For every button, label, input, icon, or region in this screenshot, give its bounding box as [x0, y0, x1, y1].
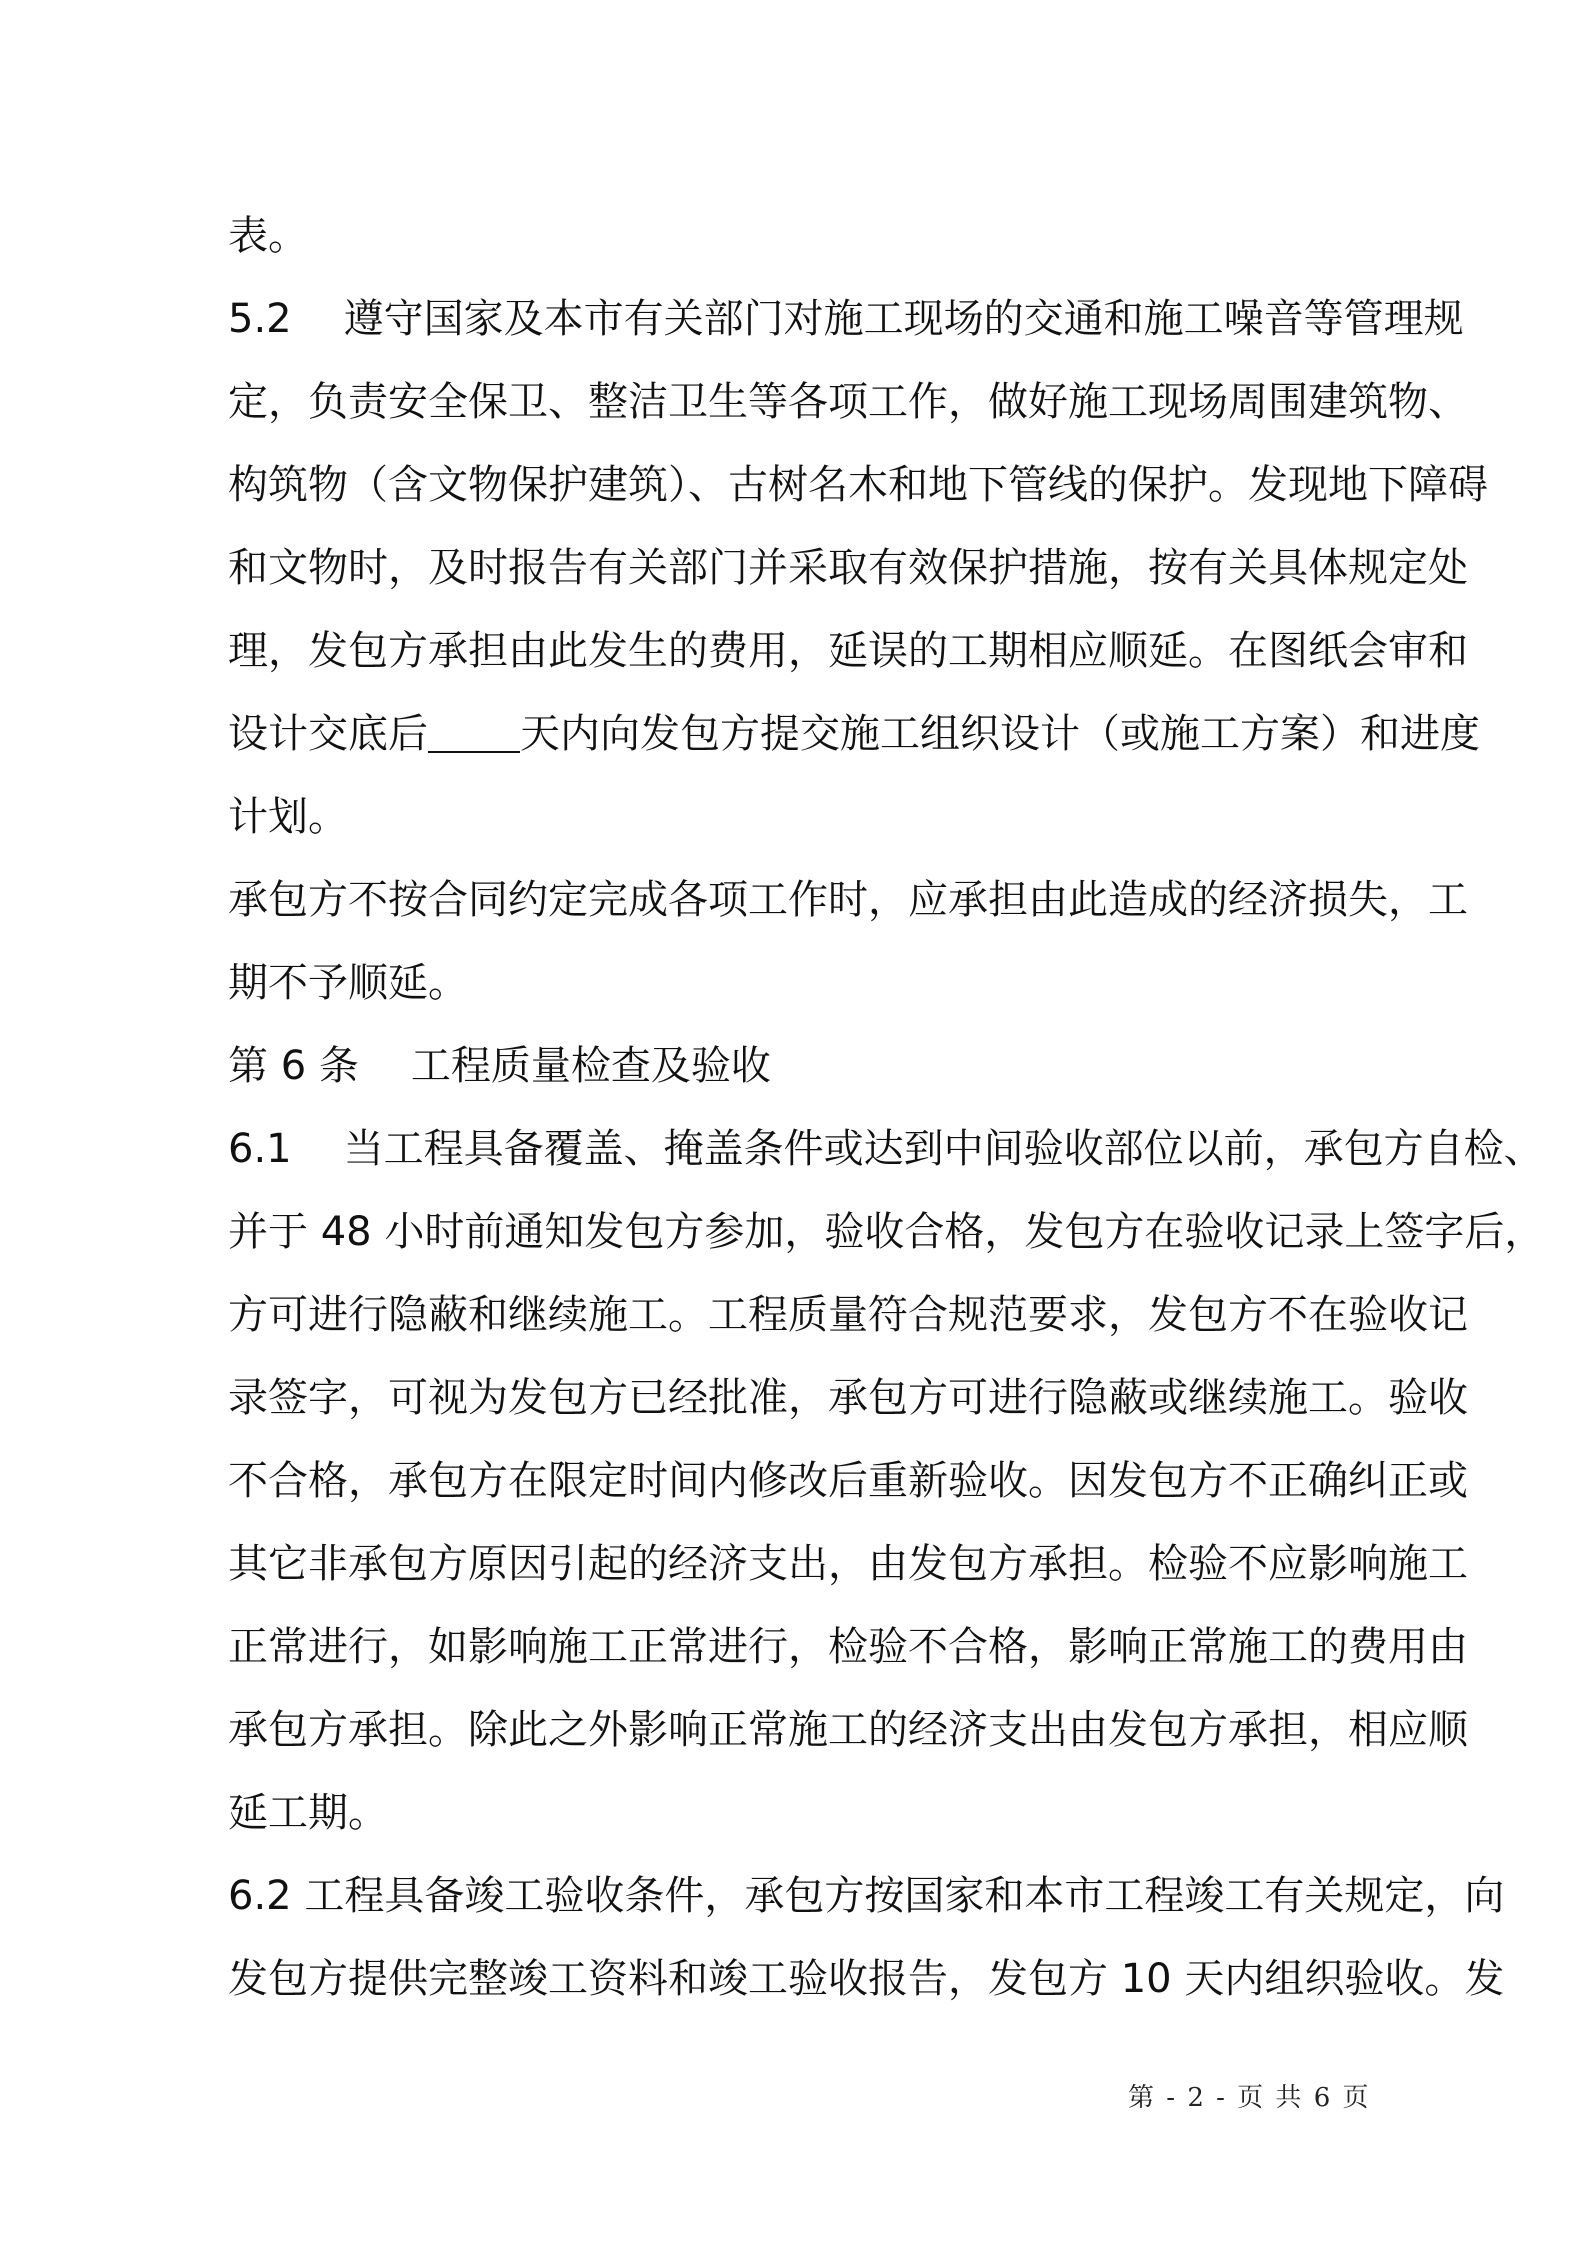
text-line: 方可进行隐蔽和继续施工。工程质量符合规范要求，发包方不在验收记 [228, 1292, 1468, 1338]
text-line: 正常进行，如影响施工正常进行，检验不合格，影响正常施工的费用由 [228, 1624, 1468, 1670]
fill-in-blank [428, 715, 520, 753]
text-line: 延工期。 [228, 1790, 388, 1836]
clause-text: 当工程具备覆盖、掩盖条件或达到中间验收部位以前，承包方自检、 [343, 1126, 1544, 1172]
text-line: 表。 [228, 213, 308, 259]
text-line: 录签字，可视为发包方已经批准，承包方可进行隐蔽或继续施工。验收 [228, 1375, 1468, 1421]
text-line [228, 278, 1464, 361]
text-line: 其它非承包方原因引起的经济支出，由发包方承担。检验不应影响施工 [228, 1541, 1468, 1587]
clause-number: 5.2 [228, 296, 292, 342]
text-line: 不合格，承包方在限定时间内修改后重新验收。因发包方不正确纠正或 [228, 1458, 1468, 1504]
text-line: 6.2 工程具备竣工验收条件，承包方按国家和本市工程竣工有关规定，向 [228, 1873, 1505, 1919]
text-line: 发包方提供完整竣工资料和竣工验收报告，发包方 10 天内组织验收。发 [228, 1956, 1505, 2002]
text-line: 理，发包方承担由此发生的费用，延误的工期相应顺延。在图纸会审和 [228, 628, 1468, 674]
text-line: 期不予顺延。 [228, 960, 468, 1006]
text-line: 承包方承担。除此之外影响正常施工的经济支出由发包方承担，相应顺 [228, 1707, 1468, 1753]
text-segment: 设计交底后 [228, 711, 428, 757]
section-heading [228, 1025, 1408, 1108]
page-number: 第 - 2 - 页 共 6 页 [1128, 2083, 1371, 2113]
clause-text: 遵守国家及本市有关部门对施工现场的交通和施工噪音等管理规 [343, 296, 1464, 342]
text-line [228, 1108, 1544, 1191]
text-line: 构筑物（含文物保护建筑）、古树名木和地下管线的保护。发现地下障碍 [228, 462, 1488, 508]
article-number: 第 6 条 [228, 1043, 359, 1089]
text-line: 定，负责安全保卫、整洁卫生等各项工作，做好施工现场周围建筑物、 [228, 379, 1468, 425]
clause-number: 6.1 [228, 1126, 292, 1172]
text-line: 并于 48 小时前通知发包方参加，验收合格，发包方在验收记录上签字后， [228, 1209, 1545, 1255]
text-segment: 天内向发包方提交施工组织设计（或施工方案）和进度 [520, 711, 1480, 757]
text-line [228, 693, 1480, 776]
text-line: 承包方不按合同约定完成各项工作时，应承担由此造成的经济损失，工 [228, 877, 1468, 923]
article-title: 工程质量检查及验收 [410, 1043, 771, 1089]
text-line: 计划。 [228, 794, 348, 840]
text-line: 和文物时，及时报告有关部门并采取有效保护措施，按有关具体规定处 [228, 545, 1468, 591]
document-body [228, 195, 1545, 2021]
